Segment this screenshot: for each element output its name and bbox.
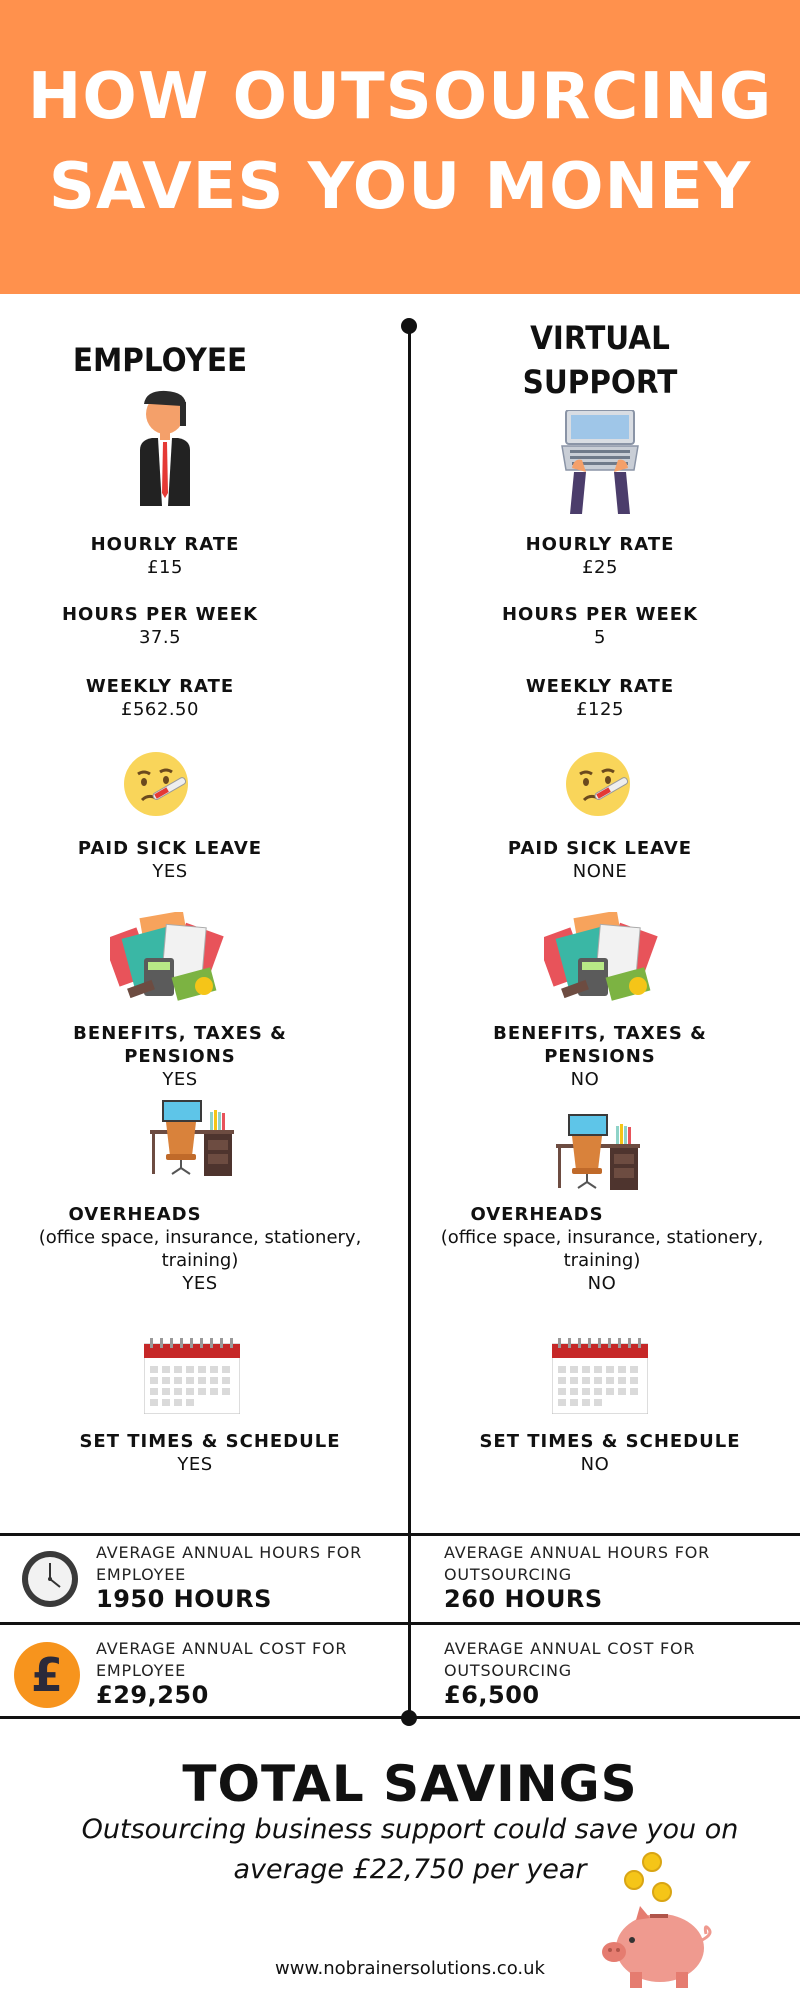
virtual-benefits-label: BENEFITS, TAXES & PENSIONS: [493, 1023, 707, 1067]
virtual-hourly-value: £25: [582, 557, 618, 578]
cost-employee-value: £29,250: [96, 1681, 209, 1709]
employee-benefits-value: YES: [162, 1069, 198, 1090]
title-line-1: HOW OUTSOURCING: [27, 60, 773, 134]
pound-coin-icon: £: [14, 1642, 80, 1708]
stats-divider-top: [0, 1533, 800, 1536]
sick-face-thermometer-icon: [566, 750, 634, 818]
calendar-icon: [552, 1336, 648, 1414]
employee-hourly-label: HOURLY RATE: [90, 534, 240, 555]
center-divider: [408, 325, 411, 1718]
stats-divider-middle: [0, 1622, 800, 1625]
employee-hours-value: 37.5: [138, 627, 182, 648]
virtual-hours-label: HOURS PER WEEK: [501, 604, 699, 625]
calendar-icon: [144, 1336, 240, 1414]
employee-hourly-value: £15: [147, 557, 183, 578]
virtual-hourly-rate: [480, 533, 720, 579]
hours-outsourcing-value: 260 HOURS: [444, 1585, 603, 1613]
bills-money-icon: [544, 912, 664, 1007]
virtual-weekly-label: WEEKLY RATE: [525, 676, 675, 697]
total-savings-title: TOTAL SAVINGS: [182, 1755, 638, 1813]
hours-outsourcing-label: AVERAGE ANNUAL HOURS FOR OUTSOURCING: [444, 1543, 711, 1584]
cost-outsourcing-value: £6,500: [444, 1681, 540, 1709]
employee-weekly-rate: [40, 675, 280, 721]
employee-overheads-label: OVERHEADS: [68, 1204, 202, 1225]
hours-employee-value: 1950 HOURS: [96, 1585, 272, 1613]
stats-divider-bottom: [0, 1716, 800, 1719]
virtual-benefits: [440, 1022, 760, 1091]
header-banner: [0, 0, 800, 294]
hours-employee-label: AVERAGE ANNUAL HOURS FOR EMPLOYEE: [96, 1543, 363, 1584]
employee-benefits: [40, 1022, 320, 1091]
laptop-typing-icon: [560, 410, 640, 514]
virtual-overheads-label: OVERHEADS: [470, 1204, 604, 1225]
employee-weekly-value: £562.50: [121, 699, 199, 720]
virtual-support-title: [508, 316, 692, 404]
virtual-weekly-value: £125: [576, 699, 624, 720]
employee-hours-label: HOURS PER WEEK: [61, 604, 259, 625]
businessman-icon: [130, 388, 200, 508]
sick-face-thermometer-icon: [124, 750, 192, 818]
footer-website-link[interactable]: www.nobrainersolutions.co.uk: [275, 1958, 545, 1979]
cost-employee-label: AVERAGE ANNUAL COST FOR EMPLOYEE: [96, 1639, 348, 1680]
employee-hourly-rate: [40, 533, 290, 579]
employee-sick-value: YES: [152, 861, 188, 882]
title-line-2: SAVES YOU MONEY: [48, 150, 752, 224]
page-title: [0, 52, 800, 232]
virtual-schedule-value: NO: [580, 1454, 610, 1475]
employee-sick-label: PAID SICK LEAVE: [77, 838, 263, 859]
virtual-hours-value: 5: [594, 627, 606, 648]
virtual-weekly-rate: [480, 675, 720, 721]
employee-schedule-label: SET TIMES & SCHEDULE: [79, 1431, 341, 1452]
virtual-schedule: [470, 1430, 750, 1476]
virtual-overheads-value: NO: [587, 1273, 617, 1294]
employee-schedule: [60, 1430, 360, 1476]
clock-icon: [20, 1549, 80, 1609]
bills-money-icon: [110, 912, 230, 1007]
employee-weekly-label: WEEKLY RATE: [85, 676, 235, 697]
virtual-benefits-value: NO: [570, 1069, 600, 1090]
cost-outsourcing-label: AVERAGE ANNUAL COST FOR OUTSOURCING: [444, 1639, 696, 1680]
employee-hours-per-week: [40, 603, 280, 649]
employee-overheads-sub: (office space, insurance, stationery, training): [38, 1227, 362, 1271]
virtual-title-line-1: VIRTUAL: [530, 319, 670, 357]
virtual-sick-value: NONE: [572, 861, 628, 882]
virtual-sick-leave: [490, 837, 710, 883]
virtual-schedule-label: SET TIMES & SCHEDULE: [479, 1431, 741, 1452]
virtual-overheads: [432, 1203, 772, 1295]
virtual-hours-per-week: [480, 603, 720, 649]
employee-title: EMPLOYEE: [72, 341, 248, 379]
office-desk-icon: [556, 1112, 640, 1192]
virtual-sick-label: PAID SICK LEAVE: [507, 838, 693, 859]
divider-top-dot: [401, 318, 417, 334]
total-savings-subtitle: Outsourcing business support could save you on average £22,750 per year: [81, 1814, 739, 1885]
employee-schedule-value: YES: [177, 1454, 213, 1475]
virtual-hourly-label: HOURLY RATE: [525, 534, 675, 555]
employee-overheads-value: YES: [182, 1273, 218, 1294]
virtual-overheads-sub: (office space, insurance, stationery, training): [440, 1227, 764, 1271]
employee-benefits-label: BENEFITS, TAXES & PENSIONS: [73, 1023, 287, 1067]
virtual-title-line-2: SUPPORT: [522, 363, 678, 401]
office-desk-icon: [150, 1098, 234, 1178]
employee-sick-leave: [60, 837, 280, 883]
